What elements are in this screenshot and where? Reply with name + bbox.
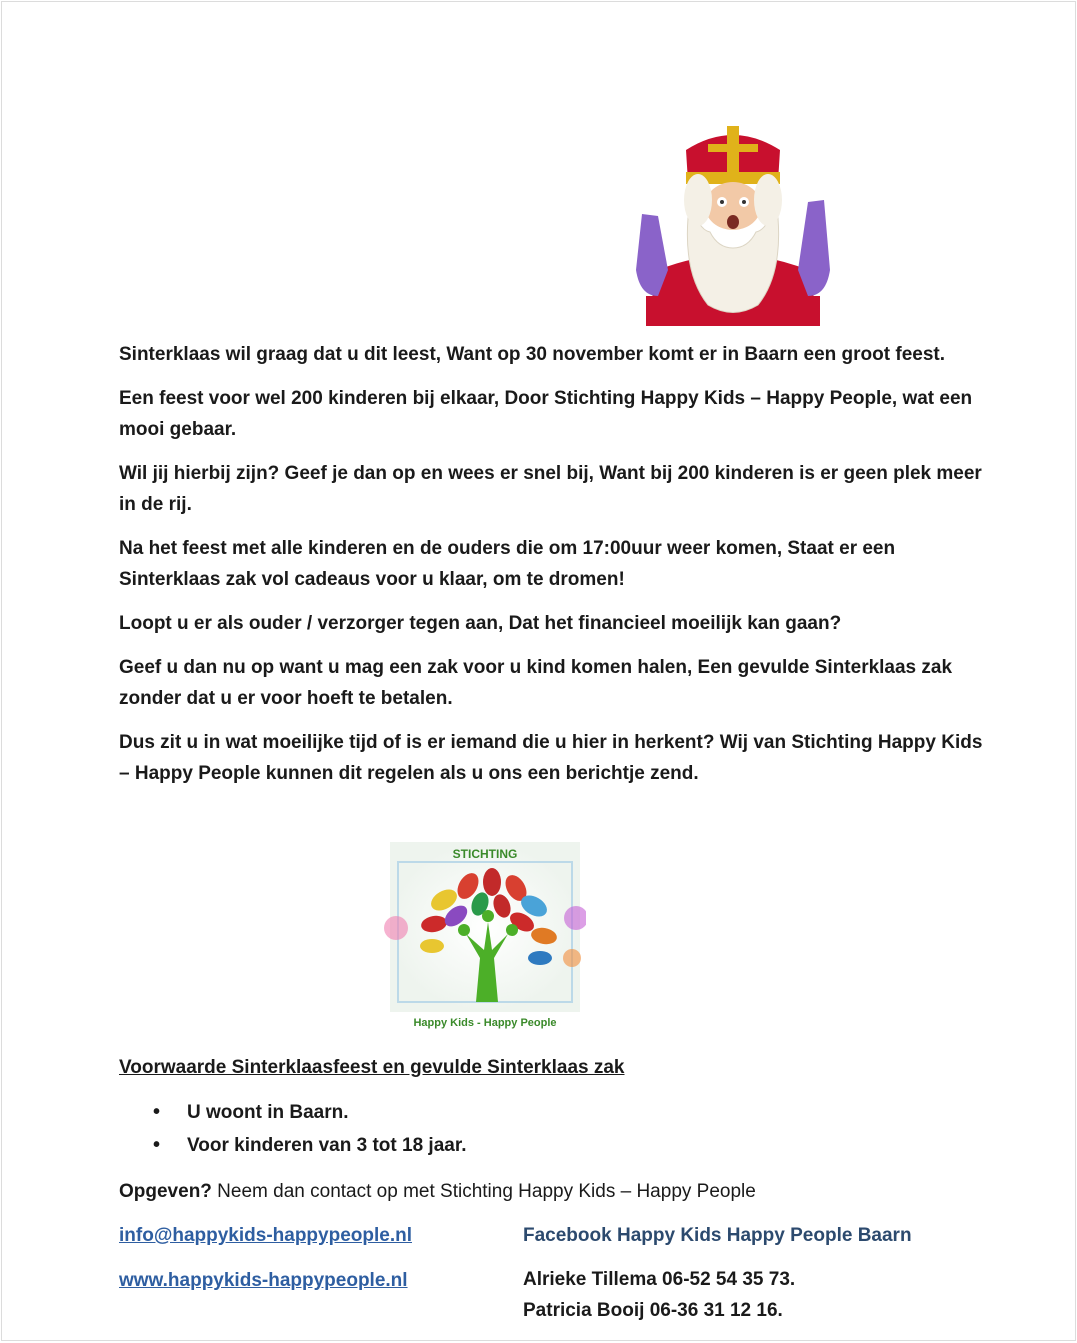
flyer-page [1,1,1076,1341]
facebook-text: Facebook Happy Kids Happy People Baarn [523,1225,912,1246]
contact-person-2: Patricia Booij 06-36 31 12 16. [523,1300,783,1321]
contact-person-1: Alrieke Tillema 06-52 54 35 73. [523,1269,796,1290]
logo-top-text: STICHTING [452,847,518,861]
paragraph-bag: Na het feest met alle kinderen en de ouders die om 17:00uur weer komen, Staat er een Sinterklaas zak vol cadeaus voor u klaar, om te dromen! [119,538,896,590]
conditions-list [119,1096,466,1162]
flyer-text [119,339,989,802]
bullet-icon: • [153,1101,161,1123]
paragraph-financial: Loopt u er als ouder / verzorger tegen aan, Dat het financieel moeilijk kan gaan? [119,613,842,634]
email-link[interactable]: info@happykids-happypeople.nl [119,1225,412,1246]
signup-line [119,1178,756,1206]
conditions-title: Voorwaarde Sinterklaasfeest en gevulde Sinterklaas zak [119,1057,625,1078]
paragraph-signup: Wil jij hierbij zijn? Geef je dan op en wees er snel bij, Want bij 200 kinderen is er geen plek meer in de rij. [119,463,982,515]
signup-text: Neem dan contact op met Stichting Happy Kids – Happy People [211,1181,756,1202]
logo-bottom-text: Happy Kids - Happy People [413,1017,557,1029]
stichting-logo [384,838,586,1036]
list-item [119,1096,466,1129]
paragraph-contact-us: Dus zit u in wat moeilijke tijd of is er iemand die u hier in herkent? Wij van Stichting Happy Kids – Happy People kunnen dit regelen als u ons een berichtje zend. [119,732,983,784]
sinterklaas-image [628,120,838,326]
paragraph-invitation: Sinterklaas wil graag dat u dit leest, Want op 30 november komt er in Baarn een groot feest. [119,344,945,365]
website-link[interactable]: www.happykids-happypeople.nl [119,1270,408,1291]
paragraph-party: Een feest voor wel 200 kinderen bij elkaar, Door Stichting Happy Kids – Happy People, wat een mooi gebaar. [119,388,973,440]
condition-text: Voor kinderen van 3 tot 18 jaar. [187,1135,467,1156]
signup-label: Opgeven? [119,1181,212,1202]
condition-text: U woont in Baarn. [187,1102,349,1123]
bullet-icon: • [153,1134,161,1156]
list-item [119,1129,466,1162]
paragraph-free-bag: Geef u dan nu op want u mag een zak voor u kind komen halen, Een gevulde Sinterklaas zak zonder dat u er voor hoeft te betalen. [119,657,953,709]
